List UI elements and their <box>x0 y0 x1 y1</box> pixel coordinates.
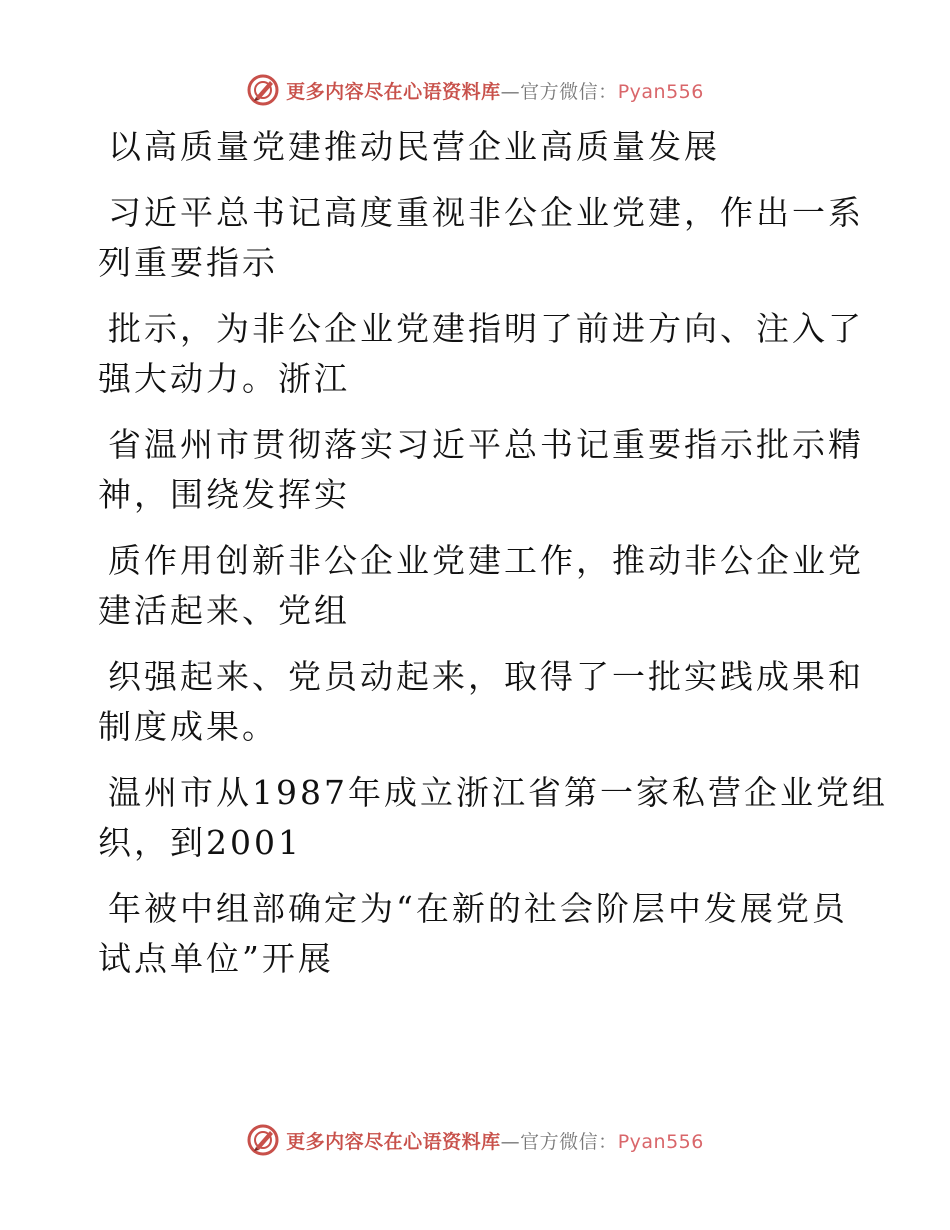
watermark-text: 更多内容尽在心语资料库—官方微信：Pyan556 <box>286 80 704 103</box>
text-line: 温州市从1987年成立浙江省第一家私营企业党组 <box>108 773 888 812</box>
text-line: 织，到2001 <box>98 823 302 862</box>
text-paragraph <box>98 652 864 752</box>
text-line: 年被中组部确定为“在新的社会阶层中发展党员 <box>108 889 848 928</box>
pen-logo-icon <box>246 1123 280 1157</box>
text-paragraph <box>98 884 858 984</box>
text-line: 试点单位”开展 <box>98 939 334 978</box>
text-line: 习近平总书记高度重视非公企业党建，作出一系 <box>108 193 864 232</box>
text-line: 批示，为非公企业党建指明了前进方向、注入了 <box>108 309 864 348</box>
text-paragraph <box>98 188 864 288</box>
header-watermark <box>0 70 950 110</box>
text-line: 制度成果。 <box>98 707 278 746</box>
text-paragraph <box>98 304 864 404</box>
document-title: 以高质量党建推动民营企业高质量发展 <box>108 127 720 166</box>
text-line: 建活起来、党组 <box>98 591 350 630</box>
document-body <box>98 122 888 1000</box>
text-paragraph <box>98 420 864 520</box>
text-line: 织强起来、党员动起来，取得了一批实践成果和 <box>108 657 864 696</box>
footer-watermark <box>0 1120 950 1160</box>
text-line: 神，围绕发挥实 <box>98 475 350 514</box>
watermark-text: 更多内容尽在心语资料库—官方微信：Pyan556 <box>286 1130 704 1153</box>
text-line: 列重要指示 <box>98 243 278 282</box>
pen-logo-icon <box>246 73 280 107</box>
text-line: 质作用创新非公企业党建工作，推动非公企业党 <box>108 541 864 580</box>
text-line: 强大动力。浙江 <box>98 359 350 398</box>
text-paragraph <box>98 536 864 636</box>
text-paragraph <box>98 768 888 868</box>
text-line: 省温州市贯彻落实习近平总书记重要指示批示精 <box>108 425 864 464</box>
